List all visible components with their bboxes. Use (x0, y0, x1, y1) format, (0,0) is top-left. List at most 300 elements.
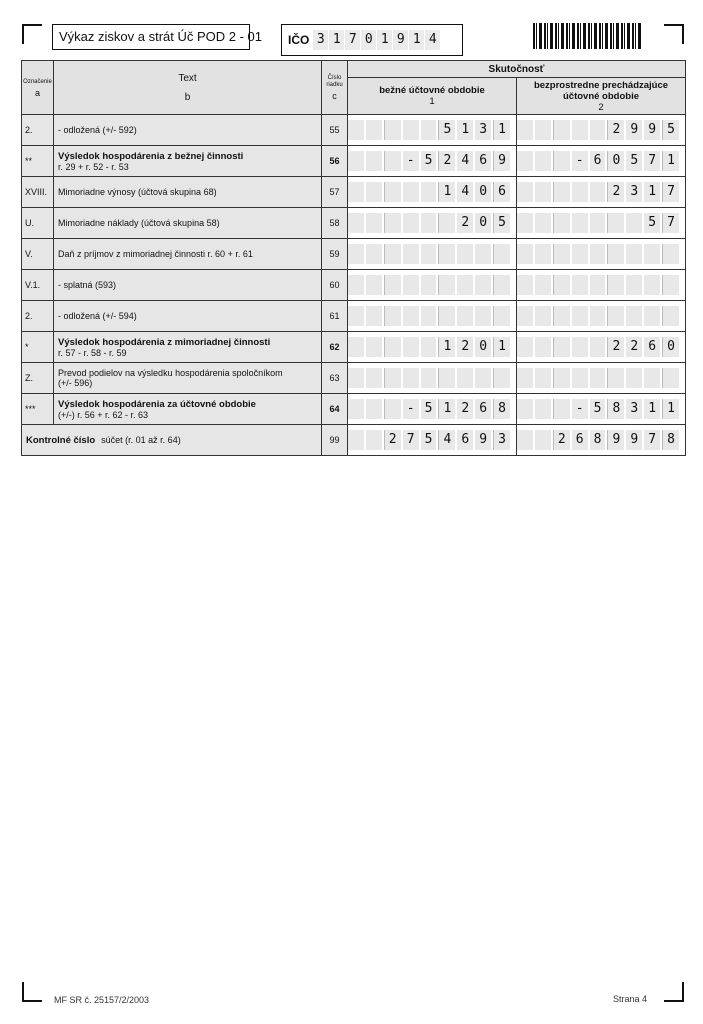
digit-cell (403, 368, 419, 388)
digit-cell (590, 306, 606, 326)
row-number: 61 (322, 301, 348, 332)
digit-cell: 0 (607, 151, 624, 171)
digit-cell (553, 399, 570, 419)
ico-digit: 1 (377, 30, 392, 50)
amount-current (348, 394, 517, 425)
row-text (54, 146, 322, 177)
control-amount-previous (517, 425, 686, 456)
digit-cell (421, 213, 437, 233)
digit-cell (457, 368, 473, 388)
amount-digits (517, 120, 685, 140)
row-number: 60 (322, 270, 348, 301)
digit-cell: 8 (493, 399, 510, 419)
digit-cell: 2 (457, 399, 473, 419)
digit-cell (517, 151, 533, 171)
row-mark: *** (22, 394, 54, 425)
amount-current (348, 332, 517, 363)
ico-digit: 3 (313, 30, 328, 50)
digit-cell (384, 275, 401, 295)
table-row (22, 239, 686, 270)
amount-digits (348, 213, 516, 233)
amount-digits (517, 399, 685, 419)
digit-cell (590, 337, 606, 357)
digit-cell: - (403, 399, 419, 419)
digit-cell: 5 (493, 213, 510, 233)
amount-current (348, 363, 517, 394)
digit-cell: 1 (493, 120, 510, 140)
amount-digits (517, 182, 685, 202)
digit-cell (421, 368, 437, 388)
header-current: bežné účtovné obdobie 1 (348, 78, 517, 115)
digit-cell (493, 306, 510, 326)
digit-cell (572, 306, 588, 326)
digit-cell: 0 (475, 337, 491, 357)
digit-cell (475, 368, 491, 388)
amount-digits (517, 430, 685, 450)
header-previous: bezprostredne prechádzajúce účtovné obdobie 2 (517, 78, 686, 115)
row-number: 55 (322, 115, 348, 146)
digit-cell (438, 275, 455, 295)
digit-cell (662, 244, 679, 264)
row-number: 58 (322, 208, 348, 239)
digit-cell (607, 275, 624, 295)
row-mark: ** (22, 146, 54, 177)
document-title: Výkaz ziskov a strát Úč POD 2 - 01 (52, 24, 250, 50)
amount-digits (517, 151, 685, 171)
ico-digits (313, 30, 441, 50)
table-row (22, 146, 686, 177)
corner-mark-bottom-right (664, 982, 684, 1002)
digit-cell: 1 (438, 337, 455, 357)
digit-cell (607, 306, 624, 326)
digit-cell (662, 275, 679, 295)
row-mark: XVIII. (22, 177, 54, 208)
digit-cell (348, 120, 364, 140)
digit-cell (438, 213, 455, 233)
digit-cell: 9 (607, 430, 624, 450)
ico-label: IČO (288, 33, 310, 47)
row-text (54, 270, 322, 301)
digit-cell (384, 182, 401, 202)
digit-cell: 6 (590, 151, 606, 171)
row-text-line1: Výsledok hospodárenia z bežnej činnosti (58, 150, 244, 162)
digit-cell (348, 151, 364, 171)
digit-cell: 3 (493, 430, 510, 450)
digit-cell (403, 244, 419, 264)
corner-mark-top-left (22, 24, 42, 44)
digit-cell: 1 (438, 399, 455, 419)
digit-cell: 2 (438, 151, 455, 171)
digit-cell: 1 (457, 120, 473, 140)
digit-cell: 0 (475, 213, 491, 233)
digit-cell (475, 244, 491, 264)
digit-cell (644, 306, 660, 326)
amount-previous (517, 146, 686, 177)
digit-cell: 2 (457, 213, 473, 233)
digit-cell (535, 337, 551, 357)
digit-cell: 9 (493, 151, 510, 171)
corner-mark-bottom-left (22, 982, 42, 1002)
digit-cell (517, 337, 533, 357)
digit-cell: 1 (644, 182, 660, 202)
row-text-line1: Mimoriadne náklady (účtová skupina 58) (58, 218, 220, 228)
digit-cell (438, 368, 455, 388)
digit-cell (348, 430, 364, 450)
digit-cell (553, 368, 570, 388)
row-mark: U. (22, 208, 54, 239)
digit-cell (384, 306, 401, 326)
amount-digits (348, 244, 516, 264)
digit-cell (553, 244, 570, 264)
digit-cell (553, 120, 570, 140)
digit-cell (535, 368, 551, 388)
digit-cell (517, 306, 533, 326)
amount-digits (517, 368, 685, 388)
digit-cell: 8 (662, 430, 679, 450)
table-row (22, 270, 686, 301)
table-row (22, 332, 686, 363)
row-text-line2: r. 57 - r. 58 - r. 59 (58, 347, 127, 358)
digit-cell: 6 (572, 430, 588, 450)
digit-cell (384, 151, 401, 171)
digit-cell (366, 399, 382, 419)
row-text (54, 301, 322, 332)
amount-digits (348, 120, 516, 140)
digit-cell: 2 (607, 120, 624, 140)
amount-previous (517, 332, 686, 363)
digit-cell (348, 337, 364, 357)
digit-cell (644, 368, 660, 388)
digit-cell: 8 (607, 399, 624, 419)
digit-cell (438, 306, 455, 326)
digit-cell: 2 (607, 182, 624, 202)
digit-cell (535, 275, 551, 295)
row-text (54, 332, 322, 363)
digit-cell (607, 368, 624, 388)
header-mark: Označenie a (22, 61, 54, 115)
digit-cell: 1 (662, 399, 679, 419)
digit-cell (535, 399, 551, 419)
amount-current (348, 146, 517, 177)
amount-digits (348, 151, 516, 171)
header-row-number: Číslo riadku c (322, 61, 348, 115)
digit-cell: 5 (644, 213, 660, 233)
digit-cell (517, 120, 533, 140)
digit-cell (366, 275, 382, 295)
digit-cell (517, 430, 533, 450)
amount-previous (517, 270, 686, 301)
digit-cell: 5 (626, 151, 642, 171)
digit-cell: 2 (553, 430, 570, 450)
amount-current (348, 270, 517, 301)
amount-previous (517, 301, 686, 332)
digit-cell: 5 (421, 430, 437, 450)
amount-digits (348, 399, 516, 419)
ico-digit: 1 (329, 30, 344, 50)
amount-digits (517, 213, 685, 233)
row-text-line2: (+/-) r. 56 + r. 62 - r. 63 (58, 409, 149, 420)
digit-cell (457, 306, 473, 326)
row-text-line1: Prevod podielov na výsledku hospodárenia spoločníkom (58, 368, 283, 378)
ico-field (281, 24, 463, 56)
amount-current (348, 239, 517, 270)
amount-digits (348, 275, 516, 295)
ico-digit: 9 (393, 30, 408, 50)
digit-cell (384, 213, 401, 233)
digit-cell (384, 399, 401, 419)
row-text (54, 363, 322, 394)
row-text (54, 394, 322, 425)
digit-cell (572, 182, 588, 202)
control-row-number: 99 (322, 425, 348, 456)
row-number: 63 (322, 363, 348, 394)
digit-cell: 6 (475, 151, 491, 171)
digit-cell (535, 151, 551, 171)
digit-cell (517, 368, 533, 388)
digit-cell: 3 (626, 399, 642, 419)
row-mark: 2. (22, 301, 54, 332)
amount-current (348, 115, 517, 146)
corner-mark-top-right (664, 24, 684, 44)
digit-cell: 2 (457, 337, 473, 357)
row-text (54, 239, 322, 270)
amount-previous (517, 177, 686, 208)
ico-digit: 1 (409, 30, 424, 50)
digit-cell (457, 275, 473, 295)
digit-cell: 6 (475, 399, 491, 419)
amount-current (348, 301, 517, 332)
digit-cell (348, 275, 364, 295)
form-identifier: MF SR č. 25157/2/2003 (54, 995, 150, 1005)
digit-cell: 5 (421, 151, 437, 171)
digit-cell (457, 244, 473, 264)
digit-cell (517, 399, 533, 419)
row-number: 64 (322, 394, 348, 425)
digit-cell: 4 (457, 182, 473, 202)
digit-cell (366, 306, 382, 326)
row-text-line1: Výsledok hospodárenia za účtovné obdobie (58, 398, 256, 410)
digit-cell (421, 120, 437, 140)
digit-cell (348, 244, 364, 264)
row-text (54, 177, 322, 208)
digit-cell (403, 120, 419, 140)
digit-cell: 1 (438, 182, 455, 202)
digit-cell (590, 213, 606, 233)
digit-cell (626, 244, 642, 264)
digit-cell (553, 213, 570, 233)
digit-cell (553, 306, 570, 326)
amount-digits (348, 368, 516, 388)
digit-cell (403, 306, 419, 326)
control-label (22, 425, 322, 456)
digit-cell (366, 337, 382, 357)
digit-cell (493, 275, 510, 295)
digit-cell (590, 275, 606, 295)
amount-previous (517, 115, 686, 146)
digit-cell: 5 (590, 399, 606, 419)
digit-cell (403, 213, 419, 233)
digit-cell (626, 275, 642, 295)
digit-cell (572, 213, 588, 233)
digit-cell (348, 368, 364, 388)
header-text: Text b (54, 61, 322, 115)
amount-digits (348, 306, 516, 326)
table-row (22, 177, 686, 208)
digit-cell: 5 (438, 120, 455, 140)
digit-cell: 3 (475, 120, 491, 140)
ico-digit: 0 (361, 30, 376, 50)
digit-cell (366, 430, 382, 450)
amount-previous (517, 208, 686, 239)
digit-cell: 9 (626, 430, 642, 450)
digit-cell (517, 213, 533, 233)
control-label-sub: súčet (r. 01 až r. 64) (101, 434, 181, 445)
digit-cell: 9 (475, 430, 491, 450)
row-text-line2: (+/- 596) (58, 378, 93, 388)
amount-previous (517, 363, 686, 394)
digit-cell (366, 213, 382, 233)
digit-cell (572, 244, 588, 264)
digit-cell (535, 430, 551, 450)
digit-cell: 6 (457, 430, 473, 450)
digit-cell (384, 120, 401, 140)
digit-cell: 7 (644, 151, 660, 171)
amount-digits (517, 337, 685, 357)
digit-cell (590, 368, 606, 388)
digit-cell (348, 399, 364, 419)
ico-digit: 4 (425, 30, 440, 50)
digit-cell (590, 120, 606, 140)
digit-cell (572, 120, 588, 140)
digit-cell (626, 306, 642, 326)
digit-cell (553, 275, 570, 295)
row-mark: V. (22, 239, 54, 270)
digit-cell (421, 306, 437, 326)
ico-digit: 7 (345, 30, 360, 50)
digit-cell (607, 213, 624, 233)
digit-cell (366, 182, 382, 202)
amount-digits (348, 337, 516, 357)
digit-cell (517, 244, 533, 264)
digit-cell (366, 151, 382, 171)
digit-cell: 7 (662, 182, 679, 202)
digit-cell (626, 368, 642, 388)
amount-digits (348, 182, 516, 202)
table-row (22, 394, 686, 425)
digit-cell: 5 (421, 399, 437, 419)
digit-cell: 2 (607, 337, 624, 357)
amount-previous (517, 239, 686, 270)
page-number: Strana 4 (613, 994, 648, 1004)
table-row (22, 115, 686, 146)
digit-cell: 1 (644, 399, 660, 419)
digit-cell (662, 306, 679, 326)
digit-cell: - (403, 151, 419, 171)
digit-cell (384, 368, 401, 388)
digit-cell (553, 182, 570, 202)
income-statement-table (21, 60, 686, 456)
row-text-line1: - odložená (+/- 594) (58, 311, 137, 321)
digit-cell (553, 337, 570, 357)
amount-current (348, 208, 517, 239)
table-row (22, 363, 686, 394)
row-mark: V.1. (22, 270, 54, 301)
digit-cell (421, 337, 437, 357)
row-number: 56 (322, 146, 348, 177)
digit-cell (572, 337, 588, 357)
control-label-main: Kontrolné číslo (26, 434, 96, 446)
digit-cell: 5 (662, 120, 679, 140)
digit-cell (493, 244, 510, 264)
digit-cell (644, 244, 660, 264)
amount-digits (348, 430, 516, 450)
digit-cell: 3 (626, 182, 642, 202)
table-row (22, 301, 686, 332)
digit-cell (607, 244, 624, 264)
table-row (22, 208, 686, 239)
digit-cell: 2 (626, 337, 642, 357)
digit-cell: 4 (457, 151, 473, 171)
digit-cell: 1 (493, 337, 510, 357)
digit-cell (572, 275, 588, 295)
digit-cell: - (572, 151, 588, 171)
digit-cell (438, 244, 455, 264)
digit-cell: - (572, 399, 588, 419)
digit-cell: 7 (644, 430, 660, 450)
row-number: 62 (322, 332, 348, 363)
digit-cell: 0 (475, 182, 491, 202)
row-mark: 2. (22, 115, 54, 146)
digit-cell: 4 (438, 430, 455, 450)
digit-cell (348, 213, 364, 233)
digit-cell: 6 (493, 182, 510, 202)
row-number: 57 (322, 177, 348, 208)
digit-cell (475, 275, 491, 295)
row-mark: * (22, 332, 54, 363)
digit-cell: 0 (662, 337, 679, 357)
digit-cell (493, 368, 510, 388)
control-row (22, 425, 686, 456)
digit-cell (535, 182, 551, 202)
digit-cell (535, 120, 551, 140)
digit-cell: 8 (590, 430, 606, 450)
row-text-line1: - splatná (593) (58, 280, 117, 290)
digit-cell (366, 244, 382, 264)
digit-cell (384, 337, 401, 357)
control-amount-current (348, 425, 517, 456)
digit-cell (366, 120, 382, 140)
amount-digits (517, 244, 685, 264)
row-text-line1: Výsledok hospodárenia z mimoriadnej činnosti (58, 336, 271, 348)
digit-cell: 1 (662, 151, 679, 171)
digit-cell (384, 244, 401, 264)
digit-cell (403, 182, 419, 202)
digit-cell (662, 368, 679, 388)
digit-cell: 6 (644, 337, 660, 357)
digit-cell (590, 182, 606, 202)
digit-cell (403, 275, 419, 295)
digit-cell (535, 306, 551, 326)
barcode (533, 23, 641, 49)
digit-cell (475, 306, 491, 326)
digit-cell (366, 368, 382, 388)
digit-cell (348, 182, 364, 202)
row-text (54, 208, 322, 239)
digit-cell (553, 151, 570, 171)
digit-cell (535, 244, 551, 264)
digit-cell (348, 306, 364, 326)
digit-cell (572, 368, 588, 388)
